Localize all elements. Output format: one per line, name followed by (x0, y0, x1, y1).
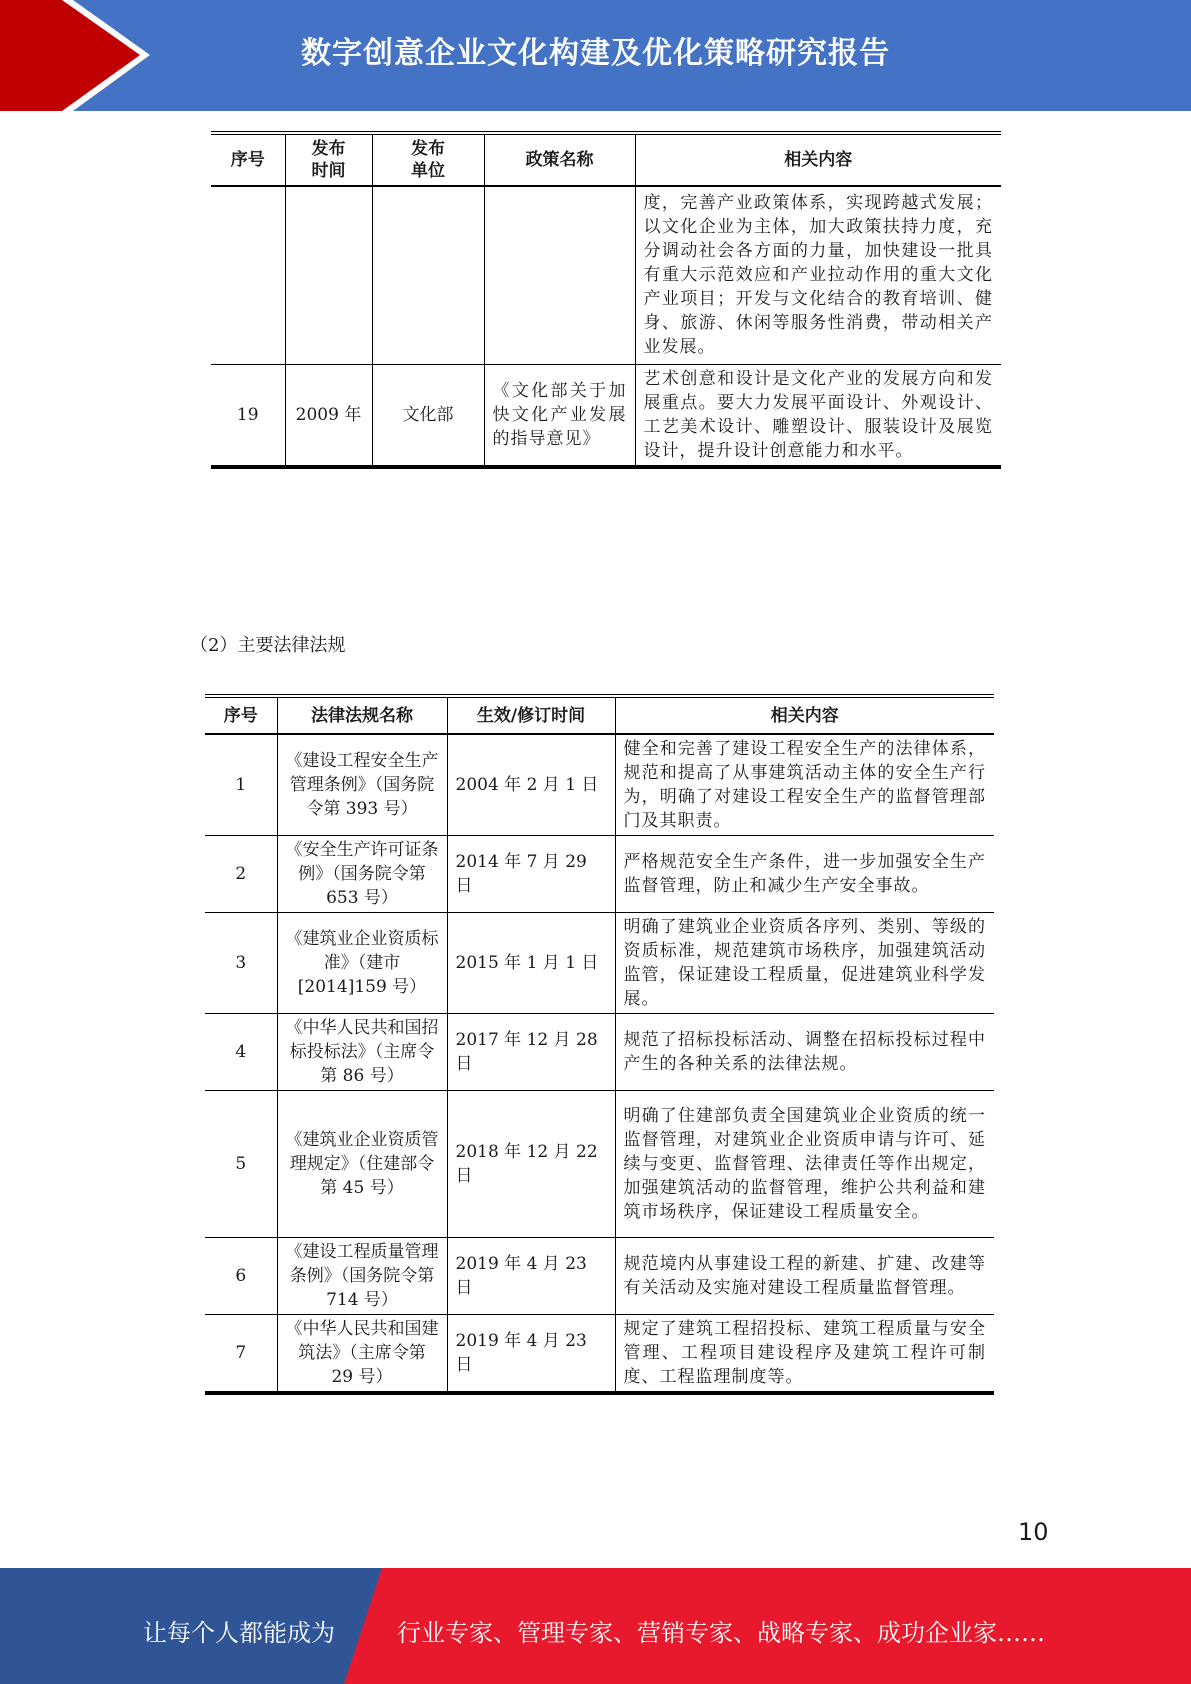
column-header: 相关内容 (615, 696, 994, 734)
cell-content: 规定了建筑工程招投标、建筑工程质量与安全管理、工程项目建设程序及建筑工程许可制度、工程监理制度等。 (615, 1315, 994, 1394)
cell-name: 《安全生产许可证条例》（国务院令第653 号） (277, 836, 447, 913)
cell-name: 《建设工程安全生产管理条例》（国务院令第 393 号） (277, 734, 447, 836)
cell-content: 艺术创意和设计是文化产业的发展方向和发展重点。要大力发展平面设计、外观设计、工艺美术设计、雕塑设计、服装设计及展览设计，提升设计创意能力和水平。 (635, 364, 1001, 467)
column-header: 序号 (205, 696, 277, 734)
table-row (205, 913, 994, 1014)
cell-name (484, 186, 635, 364)
section-heading: （2）主要法律法规 (190, 635, 346, 656)
table-row (205, 1014, 994, 1091)
table-header-row (211, 133, 1001, 186)
cell-unit (372, 186, 484, 364)
cell-name: 《建筑业企业资质标准》（建市[2014]159 号） (277, 913, 447, 1014)
column-header: 发布 单位 (372, 133, 484, 186)
cell-content: 健全和完善了建设工程安全生产的法律体系，规范和提高了从事建筑活动主体的安全生产行为，明确了对建设工程安全生产的监督管理部门及其职责。 (615, 734, 994, 836)
cell-no: 19 (211, 364, 285, 467)
table-row (211, 364, 1001, 467)
cell-date: 2004 年 2 月 1 日 (447, 734, 615, 836)
cell-date: 2017 年 12 月 28 日 (447, 1014, 615, 1091)
footer-slogan-left: 让每个人都能成为 (143, 1619, 335, 1647)
cell-name: 《中华人民共和国招标投标法》（主席令第 86 号） (277, 1014, 447, 1091)
cell-name: 《文化部关于加快文化产业发展的指导意见》 (484, 364, 635, 467)
table-row (205, 1091, 994, 1238)
footer-slogan-right: 行业专家、管理专家、营销专家、战略专家、成功企业家…… (397, 1619, 1045, 1647)
cell-no: 3 (205, 913, 277, 1014)
cell-content: 度，完善产业政策体系，实现跨越式发展；以文化企业为主体，加大政策扶持力度，充分调动社会各方面的力量，加快建设一批具有重大示范效应和产业拉动作用的重大文化产业项目；开发与文化结合的教育培训、健身、旅游、休闲等服务性消费，带动相关产业发展。 (635, 186, 1001, 364)
cell-name: 《中华人民共和国建筑法》（主席令第 29 号） (277, 1315, 447, 1394)
policy-table (211, 131, 1001, 469)
table-row (205, 836, 994, 913)
cell-date: 2019 年 4 月 23 日 (447, 1315, 615, 1394)
document-title: 数字创意企业文化构建及优化策略研究报告 (301, 36, 890, 71)
cell-content: 规范境内从事建设工程的新建、扩建、改建等有关活动及实施对建设工程质量监督管理。 (615, 1238, 994, 1315)
table-row (205, 1238, 994, 1315)
cell-date (285, 186, 372, 364)
cell-name: 《建筑业企业资质管理规定》（住建部令第 45 号） (277, 1091, 447, 1238)
column-header: 法律法规名称 (277, 696, 447, 734)
page-header (0, 0, 1191, 111)
cell-unit: 文化部 (372, 364, 484, 467)
cell-date: 2018 年 12 月 22 日 (447, 1091, 615, 1238)
cell-no: 7 (205, 1315, 277, 1394)
cell-date: 2015 年 1 月 1 日 (447, 913, 615, 1014)
law-table (205, 694, 994, 1395)
cell-no: 6 (205, 1238, 277, 1315)
cell-no: 4 (205, 1014, 277, 1091)
column-header: 政策名称 (484, 133, 635, 186)
cell-content: 规范了招标投标活动、调整在招标投标过程中产生的各种关系的法律法规。 (615, 1014, 994, 1091)
column-header: 相关内容 (635, 133, 1001, 186)
column-header: 生效/修订时间 (447, 696, 615, 734)
cell-date: 2019 年 4 月 23 日 (447, 1238, 615, 1315)
cell-no: 5 (205, 1091, 277, 1238)
table-row (205, 734, 994, 836)
cell-content: 明确了建筑业企业资质各序列、类别、等级的资质标准，规范建筑市场秩序，加强建筑活动监管，保证建设工程质量，促进建筑业科学发展。 (615, 913, 994, 1014)
cell-no: 1 (205, 734, 277, 836)
cell-content: 明确了住建部负责全国建筑业企业资质的统一监督管理，对建筑业企业资质申请与许可、延续与变更、监督管理、法律责任等作出规定，加强建筑活动的监督管理，维护公共利益和建筑市场秩序，保证建设工程质量安全。 (615, 1091, 994, 1238)
cell-no (211, 186, 285, 364)
table-row (211, 186, 1001, 364)
cell-date: 2014 年 7 月 29 日 (447, 836, 615, 913)
table-row (205, 1315, 994, 1394)
column-header: 发布 时间 (285, 133, 372, 186)
cell-content: 严格规范安全生产条件，进一步加强安全生产监督管理，防止和减少生产安全事故。 (615, 836, 994, 913)
column-header: 序号 (211, 133, 285, 186)
cell-date: 2009 年 (285, 364, 372, 467)
cell-name: 《建设工程质量管理条例》（国务院令第 714 号） (277, 1238, 447, 1315)
table-header-row (205, 696, 994, 734)
page-number: 10 (1018, 1518, 1049, 1546)
cell-no: 2 (205, 836, 277, 913)
